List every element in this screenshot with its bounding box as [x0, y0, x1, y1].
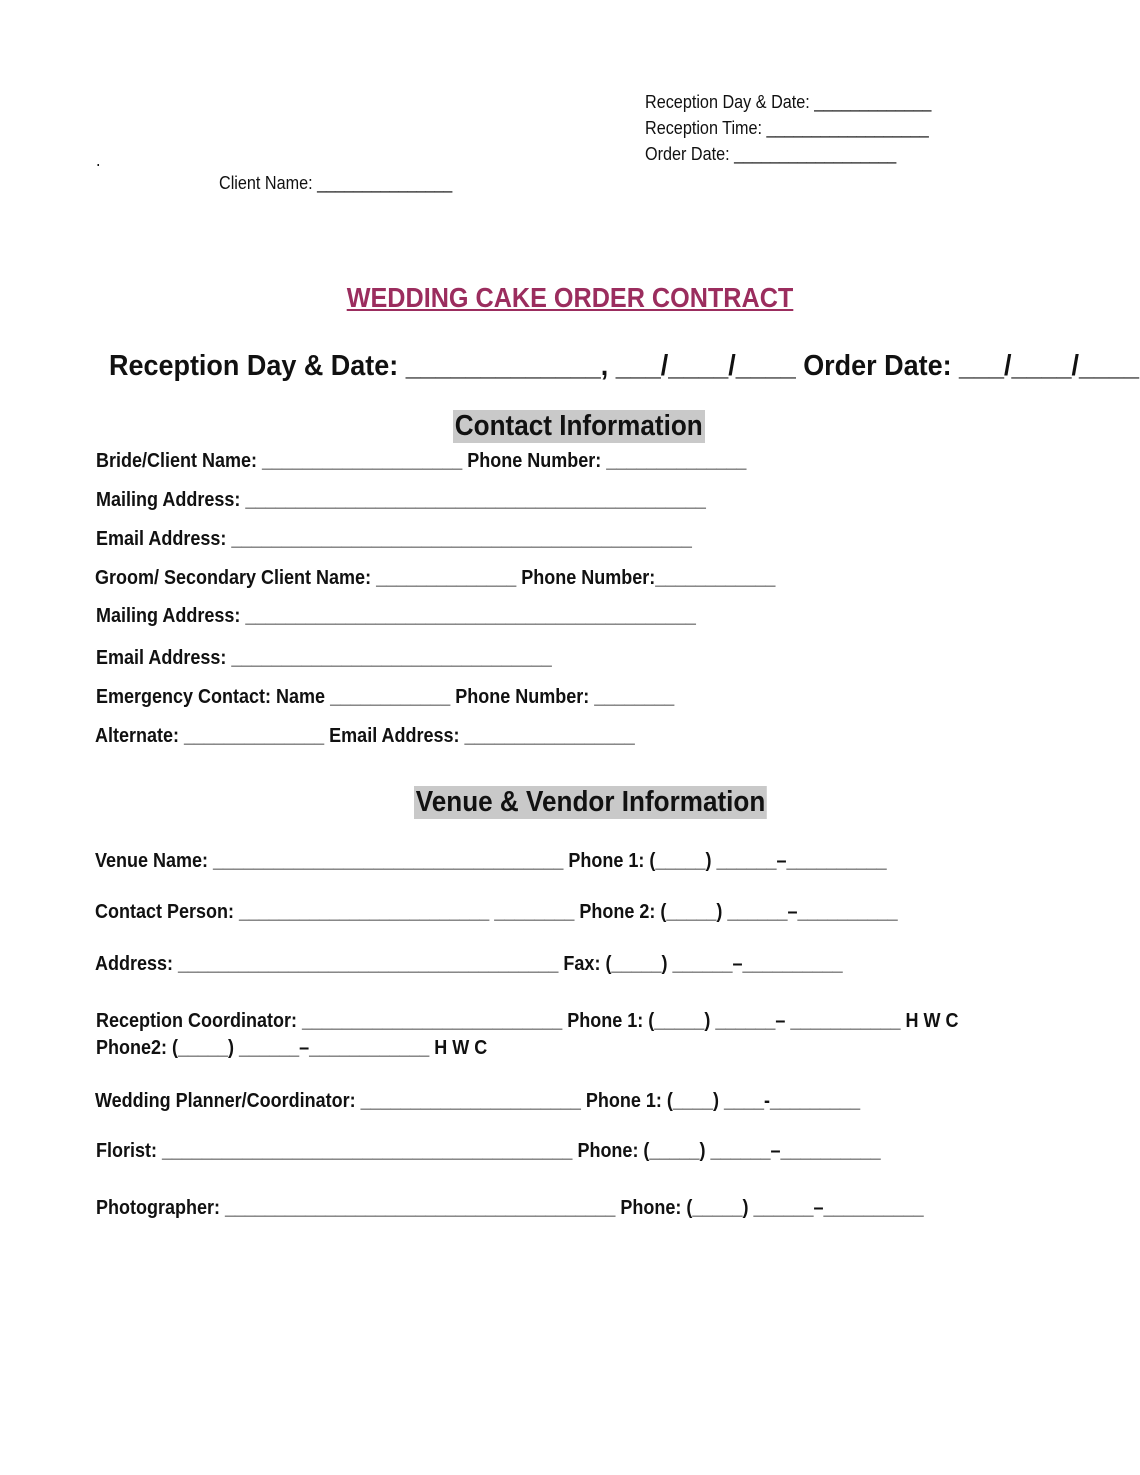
groom-client-row: Groom/ Secondary Client Name: ______________ Phone Number:____________: [95, 567, 776, 589]
reception-coordinator-phone2-row: Phone2: (_____) ______–____________ H W C: [96, 1037, 488, 1059]
contact-person-row: Contact Person: _________________________ ________ Phone 2: (_____) ______–__________: [95, 901, 898, 923]
emergency-contact-row: Emergency Contact: Name ____________ Phone Number: ________: [96, 686, 675, 708]
bride-client-row: Bride/Client Name: ____________________ Phone Number: ______________: [96, 450, 747, 472]
document-title: WEDDING CAKE ORDER CONTRACT: [346, 282, 794, 313]
alternate-contact-row: Alternate: ______________ Email Address: _________________: [95, 725, 635, 747]
bride-mailing-address-row: Mailing Address: ______________________________________________: [96, 489, 706, 511]
contact-information-heading: Contact Information: [454, 410, 703, 442]
venue-vendor-heading: Venue & Vendor Information: [415, 786, 766, 818]
groom-mailing-address-row: Mailing Address: _____________________________________________: [96, 605, 696, 627]
header-reception-day-date: Reception Day & Date: _____________: [645, 92, 932, 112]
photographer-row: Photographer: _______________________________________ Phone: (_____) ______–__________: [96, 1197, 924, 1219]
reception-coordinator-row: Reception Coordinator: __________________________ Phone 1: (_____) ______– ___________ H W C: [96, 1010, 959, 1032]
florist-row: Florist: _________________________________________ Phone: (_____) ______–__________: [96, 1140, 881, 1162]
reception-and-order-date-line: Reception Day & Date: _____________, ___/____/____ Order Date: ___/____/____: [109, 350, 1140, 382]
header-reception-time: Reception Time: __________________: [645, 118, 929, 138]
header-order-date: Order Date: __________________: [645, 144, 897, 164]
stray-dot: .: [96, 150, 101, 170]
header-client-name: Client Name: _______________: [219, 173, 453, 193]
address-row: Address: ______________________________________ Fax: (_____) ______–__________: [95, 953, 843, 975]
wedding-planner-row: Wedding Planner/Coordinator: ______________________ Phone 1: (____) ____-_________: [95, 1090, 861, 1112]
venue-name-row: Venue Name: ___________________________________ Phone 1: (_____) ______–__________: [95, 850, 887, 872]
groom-email-address-row: Email Address: ________________________________: [96, 647, 552, 669]
bride-email-address-row: Email Address: ______________________________________________: [96, 528, 692, 550]
